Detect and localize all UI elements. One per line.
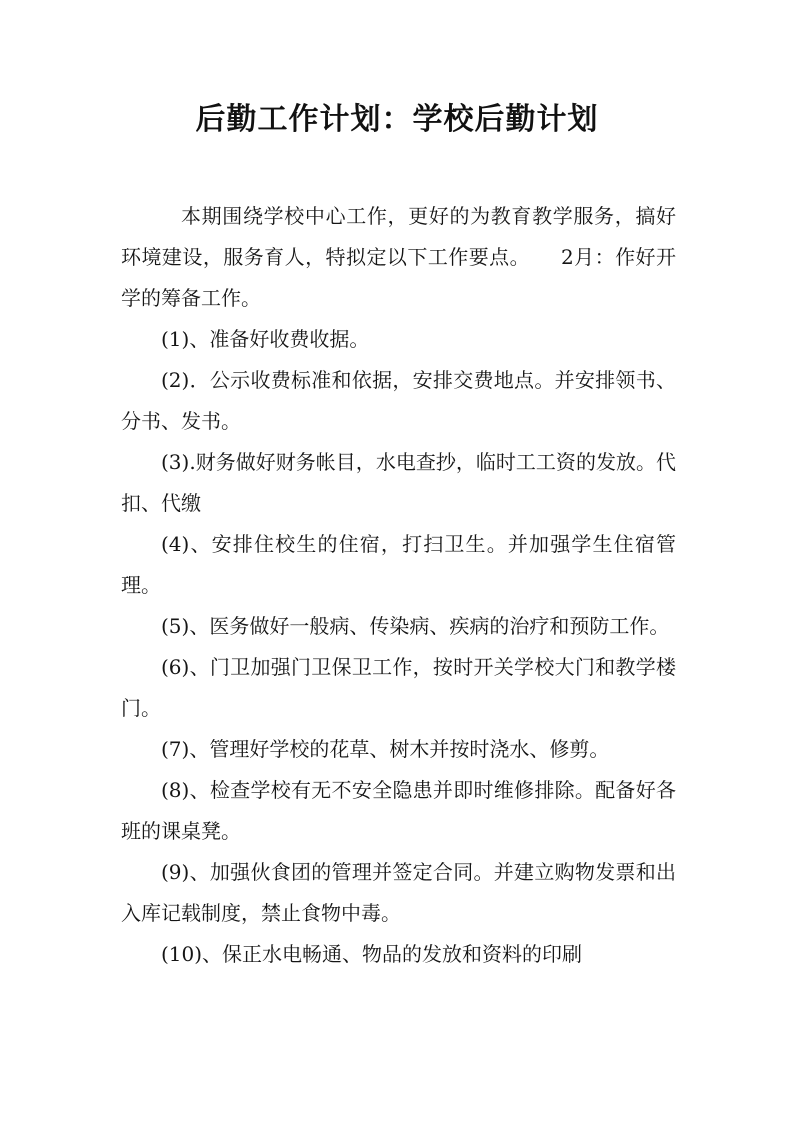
document-title: 后勤工作计划：学校后勤计划 — [195, 102, 599, 137]
list-item-3: (3).财务做好财务帐目，水电查抄，临时工工资的发放。代扣、代缴 — [121, 450, 676, 515]
list-item-10: (10)、保正水电畅通、物品的发放和资料的印刷 — [161, 942, 583, 966]
list-item-2: (2)．公示收费标准和依据，安排交费地点。并安排领书、分书、发书。 — [121, 368, 676, 433]
intro-paragraph: 本期围绕学校中心工作，更好的为教育教学服务，搞好环境建设，服务育人，特拟定以下工作要点。 2月：作好开学的筹备工作。 — [121, 204, 676, 310]
list-item-9: (9)、加强伙食团的管理并签定合同。并建立购物发票和出入库记载制度，禁止食物中毒。 — [121, 860, 676, 925]
list-item-1: (1)、准备好收费收据。 — [161, 327, 370, 351]
list-item-5: (5)、医务做好一般病、传染病、疾病的治疗和预防工作。 — [161, 614, 670, 638]
list-item-4: (4)、安排住校生的住宿，打扫卫生。并加强学生住宿管 理。 — [121, 532, 696, 597]
document-body — [121, 196, 696, 975]
list-item-7: (7)、管理好学校的花草、树木并按时浇水、修剪。 — [161, 737, 610, 761]
list-item-8: (8)、检查学校有无不安全隐患并即时维修排除。配备好各班的课桌凳。 — [121, 778, 676, 843]
list-item-6: (6)、门卫加强门卫保卫工作，按时开关学校大门和教学楼门。 — [121, 655, 676, 720]
